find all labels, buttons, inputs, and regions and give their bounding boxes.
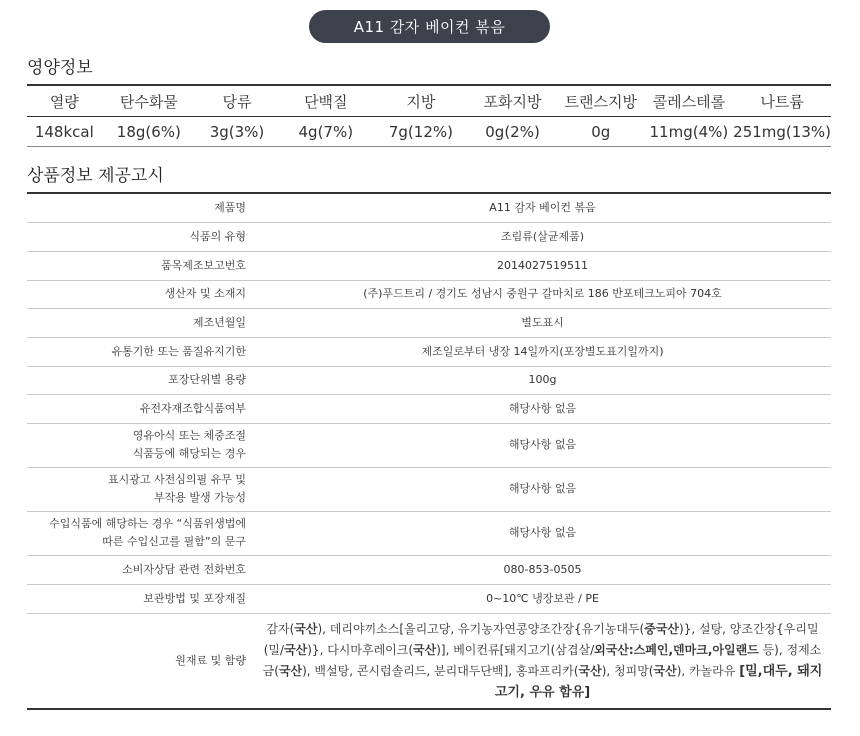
ingredient-text: ), 카놀라유 [676,663,740,678]
product-info-label-line: 표시광고 사전심의필 유무 및 [107,473,246,486]
product-info-row [27,394,831,423]
ingredient-text: 감자( [266,621,295,636]
nutrition-value-cell: 251mg(13%) [733,117,831,147]
ingredient-origin-text: 국산 [278,663,303,678]
product-info-label-line: 따른 수입신고를 필함”의 문구 [102,535,246,548]
product-info-label-line: 영유아식 또는 체중조절 [132,429,246,442]
ingredient-text: ), 청피망( [601,663,654,678]
product-info-value: 해당사항 없음 [254,423,831,467]
product-info-row [27,280,831,308]
ingredient-text: )}, 설탕, 양조간장{우리밀(밀/ [263,621,819,657]
nutrition-header-cell: 트랜스지방 [557,85,645,117]
product-info-value: 조림류(살균제품) [254,222,831,251]
ingredient-origin-text: 국산 [284,642,308,657]
product-info-row [27,511,831,555]
product-info-label-line: 제품명 [214,200,246,214]
product-info-value: 해당사항 없음 [254,394,831,423]
ingredients-row [27,613,831,709]
nutrition-header-row [27,85,831,117]
product-info-label-line: 보관방법 및 포장재질 [143,591,246,605]
product-info-row [27,555,831,584]
product-info-label [27,193,254,222]
product-info-row [27,366,831,394]
product-info-value: A11 감자 베이컨 볶음 [254,193,831,222]
product-info-row [27,337,831,366]
nutrition-value-cell: 18g(6%) [102,117,196,147]
product-info-table [27,192,831,710]
ingredient-origin-text: 국산 [578,663,602,678]
nutrition-value-cell: 3g(3%) [196,117,278,147]
nutrition-header-cell: 당류 [196,85,278,117]
product-info-label-line: 포장단위별 용량 [168,373,246,386]
ingredient-text: ), 데리야끼소스[올리고당, 유기농자연콩양조간장{유기농대두( [317,621,645,636]
ingredient-text: )], 베이컨류[돼지고기(삼겹살/ [436,642,595,657]
nutrition-header-cell: 지방 [374,85,468,117]
allergen-note: [밀,대두, 돼지고기, 우유 함유] [494,663,823,700]
ingredient-origin-text: 국산 [653,663,677,678]
ingredient-origin-text: 중국산 [644,621,680,636]
product-info-label [27,222,254,251]
nutrition-header-cell: 열량 [27,85,102,117]
nutrition-value-cell: 11mg(4%) [645,117,734,147]
nutrition-header-cell: 단백질 [278,85,374,117]
product-info-label [27,423,254,467]
product-info-label-line: 수입식품에 해당하는 경우 “식품위생법에 [49,517,246,530]
product-info-value: 제조일로부터 냉장 14일까지(포장별도표기일까지) [254,337,831,366]
product-info-label [27,337,254,366]
ingredient-text: )}, 다시마후레이크( [307,642,414,657]
nutrition-value-cell: 148kcal [27,117,102,147]
product-info-label-line: 식품의 유형 [189,229,246,243]
product-info-label-line: 부작용 발생 가능성 [153,491,246,504]
product-info-row [27,308,831,337]
product-info-label [27,511,254,555]
product-info-label-line: 소비자상담 관련 전화번호 [122,562,246,576]
product-info-row [27,251,831,280]
nutrition-value-cell: 4g(7%) [278,117,374,147]
product-info-label [27,394,254,423]
product-info-value: 0~10℃ 냉장보관 / PE [254,584,831,613]
nutrition-header-cell: 나트륨 [733,85,831,117]
nutrition-section-title: 영양정보 [27,58,93,78]
product-info-label-line: 식품등에 해당되는 경우 [132,447,246,460]
nutrition-table [27,84,831,147]
ingredients-value [254,613,831,709]
product-info-row [27,193,831,222]
ingredient-origin-text: 국산 [413,642,437,657]
ingredient-origin-text: 국산 [294,621,318,636]
product-info-row [27,584,831,613]
nutrition-header-cell: 콜레스테롤 [645,85,734,117]
nutrition-header-cell: 탄수화물 [102,85,196,117]
product-info-row [27,423,831,467]
nutrition-header-cell: 포화지방 [468,85,557,117]
product-info-row [27,222,831,251]
nutrition-value-cell: 0g [557,117,645,147]
product-info-label [27,366,254,394]
product-info-label-line: 품목제조보고번호 [160,258,246,272]
product-info-label [27,467,254,511]
product-info-label-line: 생산자 및 소재지 [164,287,246,300]
product-info-label [27,584,254,613]
product-info-label [27,280,254,308]
ingredient-text: ), 백설탕, 콘시럽솔리드, 분리대두단백], 홍파프리카( [302,663,579,678]
ingredient-origin-text: 외국산:스페인,덴마크,아일랜드 [594,642,759,657]
product-info-value: 해당사항 없음 [254,467,831,511]
product-info-label-line: 유통기한 또는 품질유지기한 [111,344,246,358]
product-info-section-title: 상품정보 제공고시 [27,166,164,186]
product-info-value: (주)푸드트리 / 경기도 성남시 중원구 갈마치로 186 반포테크노피아 704호 [254,280,831,308]
product-title-badge [309,10,550,43]
ingredients-label: 원재료 및 함량 [175,653,246,667]
product-info-value: 2014027519511 [254,251,831,280]
product-info-row [27,467,831,511]
ingredient-text: 등), 정제소금( [262,642,822,678]
product-info-label-line: 유전자재조합식품여부 [139,401,246,415]
product-info-label-line: 제조년월일 [192,315,246,329]
nutrition-value-row [27,117,831,147]
product-info-label [27,555,254,584]
product-info-label [27,251,254,280]
nutrition-value-cell: 0g(2%) [468,117,557,147]
product-info-value: 080-853-0505 [254,555,831,584]
product-info-value: 별도표시 [254,308,831,337]
product-info-label [27,308,254,337]
nutrition-value-cell: 7g(12%) [374,117,468,147]
product-title: A11 감자 베이컨 볶음 [353,18,506,36]
product-info-value: 100g [254,366,831,394]
product-info-value: 해당사항 없음 [254,511,831,555]
